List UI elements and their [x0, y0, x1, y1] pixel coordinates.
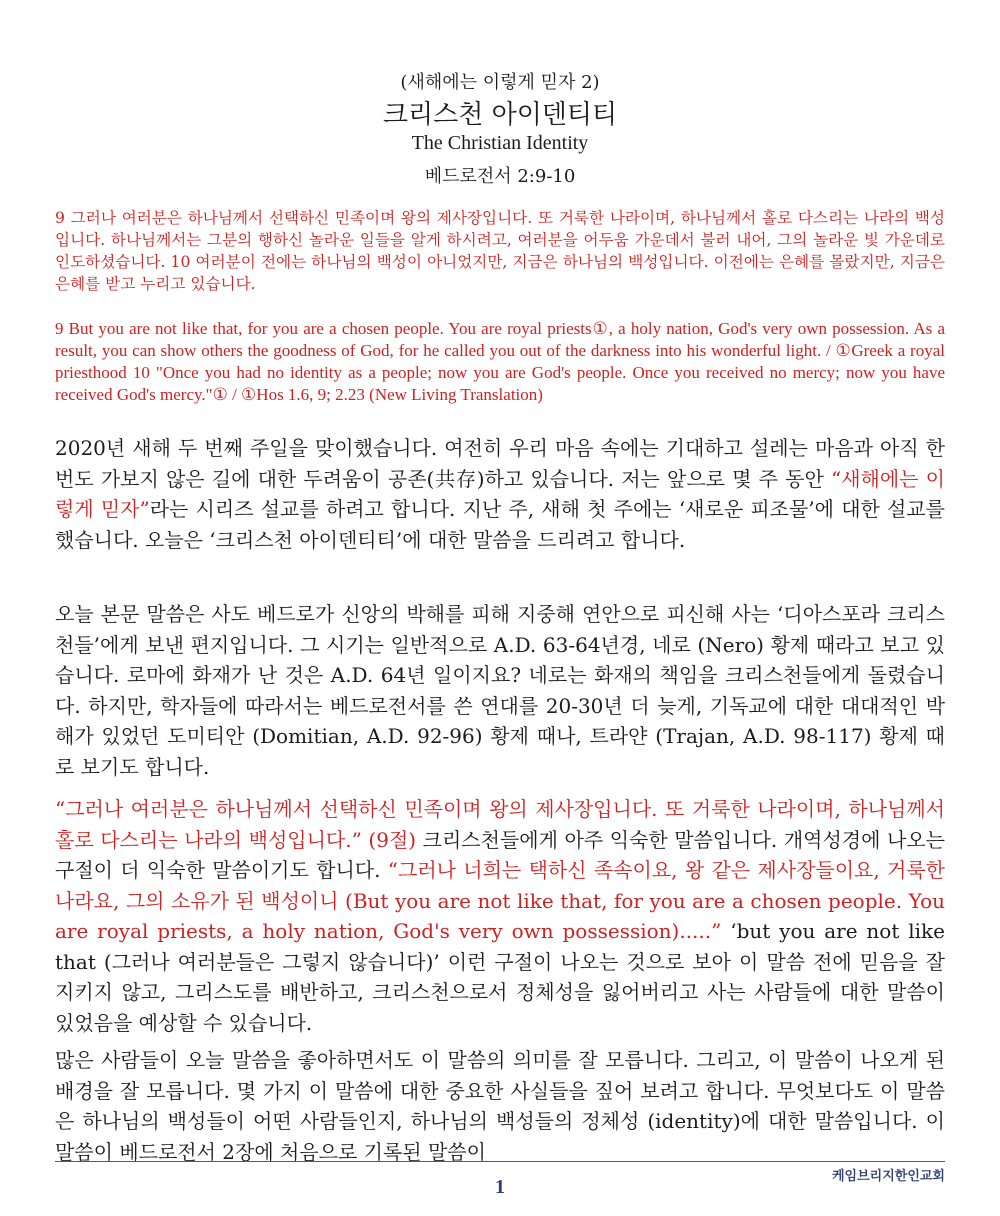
series-name-highlight: “새해에는 이렇게 믿자” — [55, 466, 945, 521]
paragraph-3-text-a: 크리스천들에게 아주 익숙한 말씀입니다. 개역성경에 나오는 구절이 더 익숙한 말씀이기도 합니다. — [55, 827, 945, 882]
footer-divider — [55, 1161, 945, 1162]
page-number: 1 — [495, 1176, 505, 1198]
paragraph-4: 많은 사람들이 오늘 말씀을 좋아하면서도 이 말씀의 의미를 잘 모릅니다. 그리고, 이 말씀이 나오게 된 배경을 잘 모릅니다. 몇 가지 이 말씀에 대한 중요한 사실들을 짚어 보려고 합니다. 무엇보다도 이 말씀은 하나님의 백성들이 어떤 사람들인지, 하나님의 백성들의 정체성 (identity)에 대한 말씀입니다. 이 말씀이 베드로전서 2장에 처음으로 기록된 말씀이 — [55, 1048, 945, 1164]
paragraph-1-text-a: 2020년 새해 두 번째 주일을 맞이했습니다. 여전히 우리 마음 속에는 기대하고 설레는 마음과 아직 한번도 가보지 않은 길에 대한 두려움이 공존(共存)하고 있습니다. 저는 앞으로 몇 주 동안 — [55, 436, 945, 491]
church-name: 케임브리지한인교회 — [831, 1169, 945, 1184]
sermon-title-korean: 크리스천 아이덴티티 — [382, 100, 618, 130]
paragraph-2: 오늘 본문 말씀은 사도 베드로가 신앙의 박해를 피해 지중해 연안으로 피신해 사는 ‘디아스포라 크리스천들’에게 보낸 편지입니다. 그 시기는 일반적으로 A.D. 63-64년경, 네로 (Nero) 황제 때라고 보고 있습니다. 로마에 화재가 난 것은 A.D. 64년 일이지요? 네로는 화재의 책임을 크리스천들에게 돌렸습니다. 하지만, 학자들에 따라서는 베드로전서를 쓴 연대를 20-30년 더 늦게, 기독교에 대한 대대적인 박해가 있었던 도미티안 (Domitian, A.D. 92-96) 황제 때나, 트라얀 (Trajan, A.D. 98-117) 황제 때로 보기도 합니다. — [55, 602, 945, 779]
series-title: (새해에는 이렇게 믿자 2) — [400, 72, 600, 93]
scripture-english: 9 But you are not like that, for you are a chosen people. You are royal priests①, a holy nation, God's very own possession. As a result, you can show others the goodness of God, for he called you out of the darkness into his wonderful light. / ①Greek a royal priesthood 10 "Once you had no identity as a people; now you are God's people. Once you received no mercy; now you have received God's mercy."① / ①Hos 1.6, 9; 2.23 (New Living Translation) — [55, 319, 945, 404]
paragraph-3-text-b: ‘but you are not like that (그러나 여러분들은 그렇지 않습니다)’ 이런 구절이 나오는 것으로 보아 이 말씀 전에 믿음을 잘 지키지 않고, 그리스도를 배반하고, 크리스천으로서 정체성을 잃어버리고 사는 사람들에 대한 말씀이 있었음을 예상할 수 있습니다. — [55, 919, 945, 1035]
quote-verse-9: “그러나 여러분은 하나님께서 선택하신 민족이며 왕의 제사장입니다. 또 거룩한 나라이며, 하나님께서 홀로 다스리는 나라의 백성입니다.” (9절) — [55, 797, 945, 852]
scripture-korean: 9 그러나 여러분은 하나님께서 선택하신 민족이며 왕의 제사장입니다. 또 거룩한 나라이며, 하나님께서 홀로 다스리는 나라의 백성입니다. 하나님께서는 그분의 행하신 놀라운 일들을 알게 하시려고, 여러분을 어두움 가운데서 불러 내어, 그의 놀라운 빛 가운데로 인도하셨습니다. 10 여러분이 전에는 하나님의 백성이 아니었지만, 지금은 하나님의 백성입니다. 이전에는 은혜를 몰랐지만, 지금은 은혜를 받고 누리고 있습니다. — [55, 209, 945, 293]
paragraph-1 — [55, 433, 945, 555]
paragraph-1-text-b: 라는 시리즈 설교를 하려고 합니다. 지난 주, 새해 첫 주에는 ‘새로운 피조물’에 대한 설교를 했습니다. 오늘은 ‘크리스천 아이덴티티’에 대한 말씀을 드리려고 합니다. — [55, 497, 945, 552]
paragraph-3 — [55, 794, 945, 1038]
sermon-title-english: The Christian Identity — [411, 132, 589, 154]
quote-revised-version: “그러나 너희는 택하신 족속이요, 왕 같은 제사장들이요, 거룩한 나라요, 그의 소유가 된 백성이니 (But you are not like that, for you are a chosen people. You are royal priests, a holy nation, God's very own possession).....” — [55, 858, 945, 943]
scripture-reference: 베드로전서 2:9-10 — [424, 166, 576, 187]
